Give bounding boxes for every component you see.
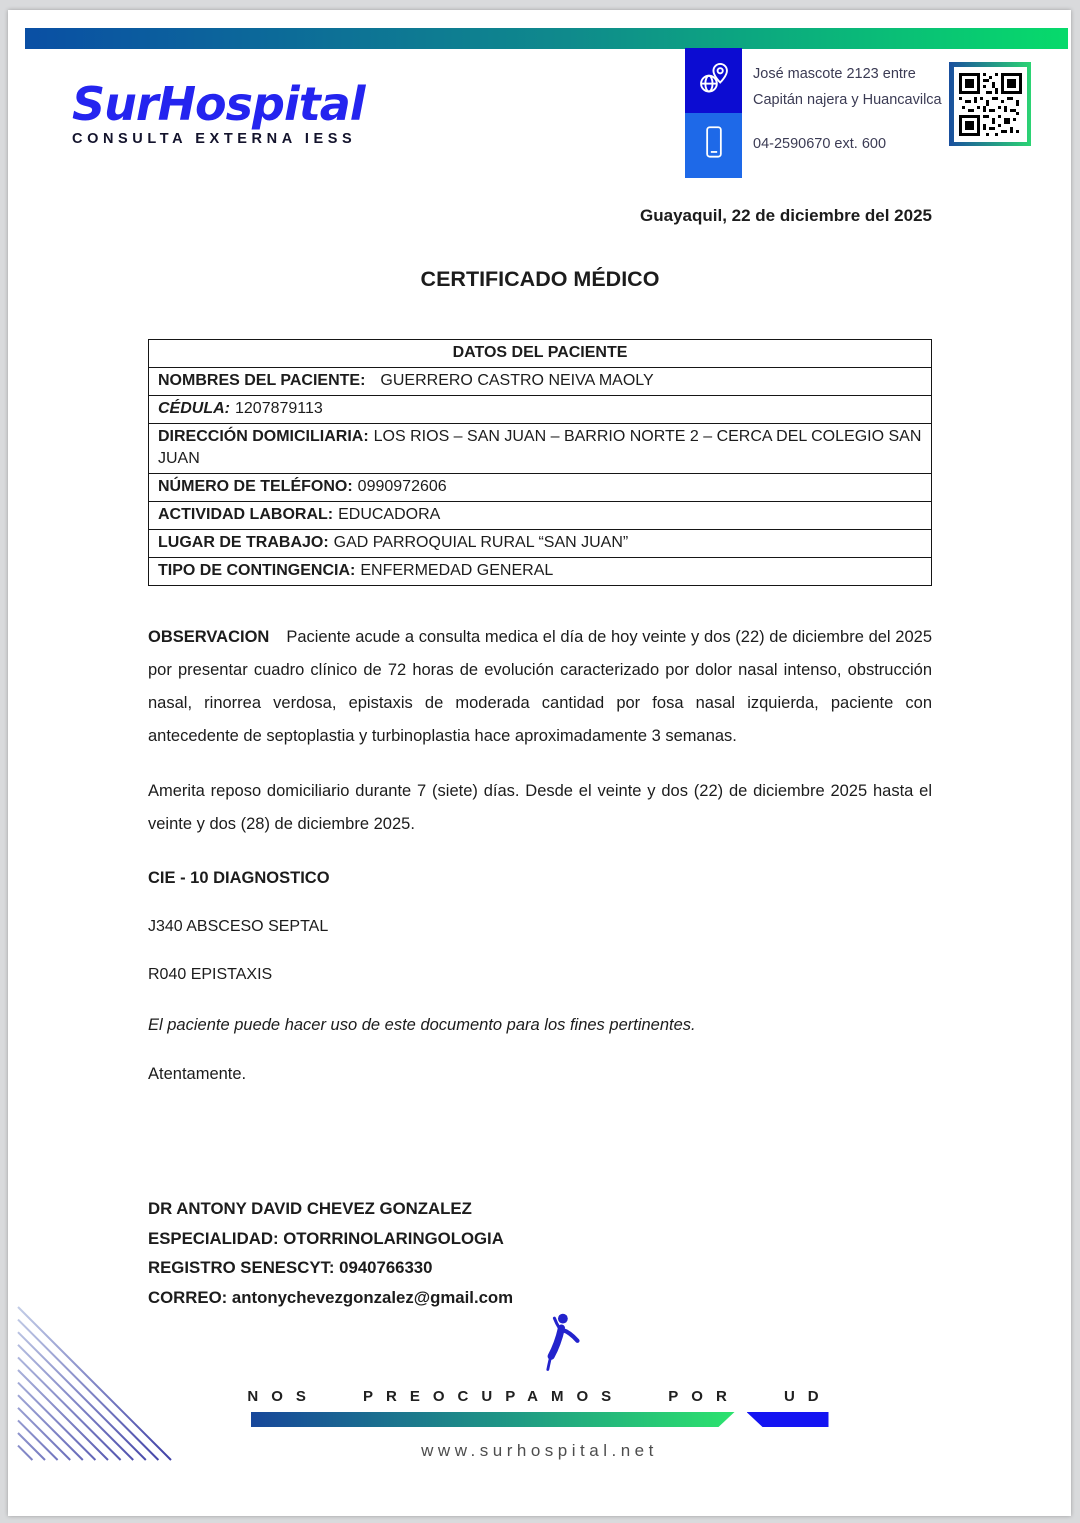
decorative-diagonal-lines xyxy=(15,1303,187,1465)
document-title: CERTIFICADO MÉDICO xyxy=(420,267,660,291)
row-label: NOMBRES DEL PACIENTE: xyxy=(158,372,366,389)
footer-bar-blue-segment xyxy=(747,1412,829,1427)
row-value: 1207879113 xyxy=(235,400,323,417)
contact-info xyxy=(753,61,942,157)
footer-gradient-bar xyxy=(251,1412,829,1427)
logo-title: SurHospital xyxy=(72,77,365,131)
table-header: DATOS DEL PACIENTE xyxy=(452,344,628,361)
row-value: GUERRERO CASTRO NEIVA MAOLY xyxy=(380,372,654,389)
doctor-registry: REGISTRO SENESCYT: 0940766330 xyxy=(148,1258,433,1277)
row-value: 0990972606 xyxy=(357,478,447,495)
table-row xyxy=(149,529,931,557)
table-row xyxy=(149,367,931,395)
footer-slogan: NOS PREOCUPAMOS POR UD xyxy=(247,1388,832,1405)
phone-number: 04-2590670 ext. 600 xyxy=(753,136,887,152)
address-line-2: Capitán najera y Huancavilca xyxy=(753,92,942,108)
observation-paragraph xyxy=(148,621,932,753)
diagnosis-item: R040 EPISTAXIS xyxy=(148,966,273,983)
doctor-name: DR ANTONY DAVID CHEVEZ GONZALEZ xyxy=(148,1199,472,1218)
logo-subtitle: CONSULTA EXTERNA IESS xyxy=(72,131,357,147)
footer-bar-gap xyxy=(735,1412,747,1427)
row-label: NÚMERO DE TELÉFONO: xyxy=(158,478,353,495)
website-url: www.surhospital.net xyxy=(421,1441,658,1460)
patient-data-table xyxy=(148,339,932,586)
doctor-signature-block xyxy=(148,1194,932,1312)
document-body xyxy=(148,206,932,1312)
observation-text: Paciente acude a consulta medica el día de hoy veinte y dos (22) de diciembre del 2025 por presentar cuadro clínico de 72 horas de evolución caracterizado por dolor nasal intenso, obstrucción nasal, rinorrea verdosa, epistaxis de moderada cantidad por fosa nasal izquierda, paciente con antecedente de septoplastia y turbinoplastia hace aproximadamente 3 semanas. xyxy=(148,628,932,745)
address-line-1: José mascote 2123 entre xyxy=(753,66,916,82)
table-row xyxy=(149,473,931,501)
table-row xyxy=(149,395,931,423)
diagnosis-item: J340 ABSCESO SEPTAL xyxy=(148,918,329,935)
row-label: LUGAR DE TRABAJO: xyxy=(158,534,329,551)
row-value: LOS RIOS – SAN JUAN – BARRIO NORTE 2 – CERCA DEL COLEGIO SAN JUAN xyxy=(158,428,922,467)
rest-paragraph: Amerita reposo domiciliario durante 7 (siete) días. Desde el veinte y dos (22) de diciembre 2025 hasta el veinte y dos (28) de diciembre 2025. xyxy=(148,782,932,833)
contact-icon-column xyxy=(685,48,742,178)
phone-icon-box xyxy=(685,113,742,178)
doctor-email: CORREO: antonychevezgonzalez@gmail.com xyxy=(148,1287,514,1307)
table-row xyxy=(149,501,931,529)
row-label: ACTIVIDAD LABORAL: xyxy=(158,506,334,523)
table-row xyxy=(149,423,931,473)
diagnosis-heading: CIE - 10 DIAGNOSTICO xyxy=(148,869,330,887)
row-label: CÉDULA: xyxy=(158,400,230,417)
closing-salutation: Atentamente. xyxy=(148,1065,247,1083)
header-gradient-bar xyxy=(25,28,1068,49)
row-value: EDUCADORA xyxy=(338,506,441,523)
location-pin-globe-icon xyxy=(696,60,732,101)
row-value: GAD PARROQUIAL RURAL “SAN JUAN” xyxy=(333,534,629,551)
date-line: Guayaquil, 22 de diciembre del 2025 xyxy=(640,206,932,225)
jumping-person-logo xyxy=(538,1313,584,1382)
row-value: ENFERMEDAD GENERAL xyxy=(360,562,554,579)
table-row xyxy=(149,557,931,585)
qr-code-frame xyxy=(949,62,1031,146)
footer-bar-gradient-segment xyxy=(251,1412,735,1427)
qr-code xyxy=(954,67,1027,142)
smartphone-icon xyxy=(697,123,731,168)
row-label: DIRECCIÓN DOMICILIARIA: xyxy=(158,428,369,445)
observation-label: OBSERVACION xyxy=(148,628,270,646)
closing-note: El paciente puede hacer uso de este documento para los fines pertinentes. xyxy=(148,1016,696,1034)
location-icon-box xyxy=(685,48,742,113)
row-label: TIPO DE CONTINGENCIA: xyxy=(158,562,356,579)
hospital-logo xyxy=(72,77,365,147)
document-page xyxy=(8,10,1071,1516)
doctor-specialty: ESPECIALIDAD: OTORRINOLARINGOLOGIA xyxy=(148,1228,504,1248)
